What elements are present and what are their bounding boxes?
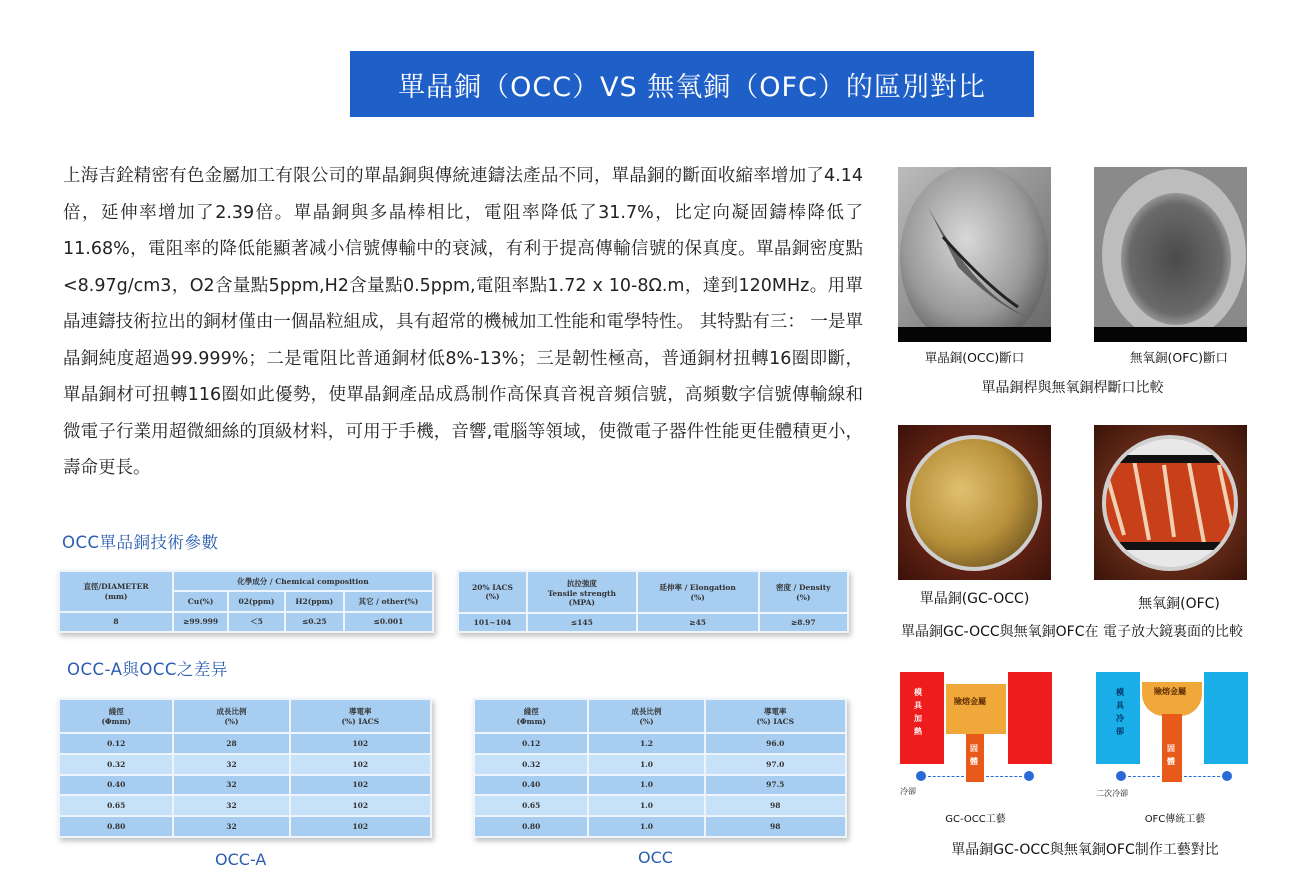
mold-label: 模 具 冷 卻 xyxy=(1116,688,1124,736)
chem-composition-table xyxy=(58,570,434,633)
table-cell: ≥8.97 xyxy=(760,614,847,631)
solid-label: 固 體 xyxy=(970,744,978,766)
table-cell: ≥99.999 xyxy=(174,613,227,631)
ofc-process-label: OFC傳統工藝 xyxy=(1144,814,1206,825)
mold-heated-right xyxy=(1008,672,1052,764)
th-growth: 成長比例 (%) xyxy=(174,700,288,732)
th-wire-dia: 綫徑 (Φmm) xyxy=(475,700,587,732)
mold-label: 模 具 加 熱 xyxy=(914,688,922,736)
cooling-arrow-icon xyxy=(986,776,1022,777)
process-comparison-caption: 單晶銅GC-OCC與無氧銅OFC制作工藝對比 xyxy=(951,842,1219,858)
ofc-process-diagram xyxy=(1096,672,1251,802)
cooling-nozzle-icon xyxy=(916,771,926,781)
th-density: 密度 / Density (%) xyxy=(760,572,847,612)
cooling-arrow-icon xyxy=(928,776,964,777)
table-row: 0.40 32 102 xyxy=(60,776,430,795)
gc-occ-micro-photo xyxy=(898,425,1051,580)
diff-heading: OCC-A與OCC之差异 xyxy=(67,660,228,679)
th-wire-dia: 綫徑 (Φmm) xyxy=(60,700,172,732)
cooling-nozzle-icon xyxy=(1116,771,1126,781)
micro-comparison-caption: 單晶銅GC-OCC與無氧銅OFC在 電子放大鏡裏面的比較 xyxy=(901,624,1243,640)
table-row: 0.80 32 102 xyxy=(60,817,430,836)
melt-zone xyxy=(946,684,1006,734)
mechanical-props-table xyxy=(457,570,849,633)
th-o2: 02(ppm) xyxy=(229,592,284,610)
table-cell: ≤0.001 xyxy=(345,613,432,631)
tech-params-heading: OCC單品銅技術參數 xyxy=(62,533,219,552)
table-row: 0.40 1.0 97.5 xyxy=(475,776,845,795)
melt-label: 險熔金屬 xyxy=(954,697,986,706)
th-h2: H2(ppm) xyxy=(286,592,343,610)
th-diameter: 直徑/DIAMETER (mm) xyxy=(60,572,172,611)
gc-occ-micro-caption: 單晶銅(GC-OCC) xyxy=(919,591,1030,607)
cooling-label: 冷卻 xyxy=(900,787,916,796)
gc-occ-process-label: GC-OCC工藝 xyxy=(945,814,1006,825)
ofc-micro-caption: 無氧銅(OFC) xyxy=(1138,596,1220,612)
table-cell: ≤145 xyxy=(528,614,636,631)
mold-cooled-right xyxy=(1204,672,1248,764)
th-tensile: 抗拉強度 Tensile strength (MPA) xyxy=(528,572,636,612)
table-row: 0.80 1.0 98 xyxy=(475,817,845,836)
occa-table xyxy=(58,698,432,838)
table-cell: 8 xyxy=(60,613,172,631)
gc-occ-process-diagram xyxy=(900,672,1055,802)
ofc-micro-photo xyxy=(1094,425,1247,580)
th-conductivity: 導電率 (%) IACS xyxy=(291,700,430,732)
cooling-nozzle-icon xyxy=(1024,771,1034,781)
intro-paragraph: 上海吉銓精密有色金屬加工有限公司的單晶銅與傳統連鑄法產品不同，單晶銅的斷面收縮率增加了4.14倍，延伸率增加了2.39倍。單晶銅與多晶棒相比，電阻率降低了31.7%，比定向凝固鑄棒降低了11.68%，電阻率的降低能顯著减小信號傳輸中的衰減，有利于提高傳輸信號的保真度。單晶銅密度點<8.97g/cm3，O2含量點5ppm,H2含量點0.5ppm,電阻率點1.72 x 10-8Ω.m，達到120MHz。用單晶連鑄技術拉出的銅材僅由一個晶粒組成，具有超常的機械加工性能和電學特性。 其特點有三： 一是單晶銅純度超過99.999%；二是電阻比普通銅材低8%-13%；三是韌性極高，普通銅材扭轉16圈即斷，單晶銅材可扭轉116圈如此優勢，使單晶銅產品成爲制作高保真音視音頻信號，高頻數字信號傳輸線和微電子行業用超微細絲的頂級材料，可用于手機，音響,電腦等領域，使微電子器件性能更佳體積更小，壽命更長。 xyxy=(63,166,863,478)
table-row: 0.32 32 102 xyxy=(60,755,430,774)
page-title: 單晶銅（OCC）VS 無氧銅（OFC）的區別對比 xyxy=(350,51,1034,117)
cooling-nozzle-icon xyxy=(1222,771,1232,781)
occ-fracture-caption: 單晶銅(OCC)斷口 xyxy=(924,350,1025,365)
cooling-arrow-icon xyxy=(1128,776,1160,777)
table-row: 0.32 1.0 97.0 xyxy=(475,755,845,774)
th-conductivity: 導電率 (%) IACS xyxy=(706,700,845,732)
table-row: 0.65 32 102 xyxy=(60,796,430,815)
occ-label: OCC xyxy=(638,848,673,867)
table-row: 0.12 28 102 xyxy=(60,734,430,753)
th-cu: Cu(%) xyxy=(174,592,227,610)
table-cell: ≥45 xyxy=(638,614,758,631)
table-row: 0.12 1.2 96.0 xyxy=(475,734,845,753)
th-elongation: 延伸率 / Elongation (%) xyxy=(638,572,758,612)
ofc-fracture-caption: 無氧銅(OFC)斷口 xyxy=(1129,350,1228,365)
table-row: 0.65 1.0 98 xyxy=(475,796,845,815)
table-cell: ＜5 xyxy=(229,613,284,631)
fracture-comparison-caption: 單晶銅桿與無氧銅桿斷口比較 xyxy=(981,380,1164,396)
solid-label: 固 體 xyxy=(1167,744,1175,766)
melt-label: 險熔金屬 xyxy=(1154,687,1186,696)
th-iacs: 20% IACS (%) xyxy=(459,572,526,612)
th-growth: 成長比例 (%) xyxy=(589,700,703,732)
table-cell: ≤0.25 xyxy=(286,613,343,631)
th-other: 其它 / other(%) xyxy=(345,592,432,610)
table-cell: 101~104 xyxy=(459,614,526,631)
th-chem: 化學成分 / Chemical composition xyxy=(174,572,432,590)
occ-fracture-photo xyxy=(898,167,1051,342)
occa-label: OCC-A xyxy=(215,850,267,869)
ofc-fracture-photo xyxy=(1094,167,1247,342)
cooling-arrow-icon xyxy=(1184,776,1220,777)
occ-table xyxy=(473,698,847,838)
cooling-label: 二次冷卻 xyxy=(1096,789,1128,798)
